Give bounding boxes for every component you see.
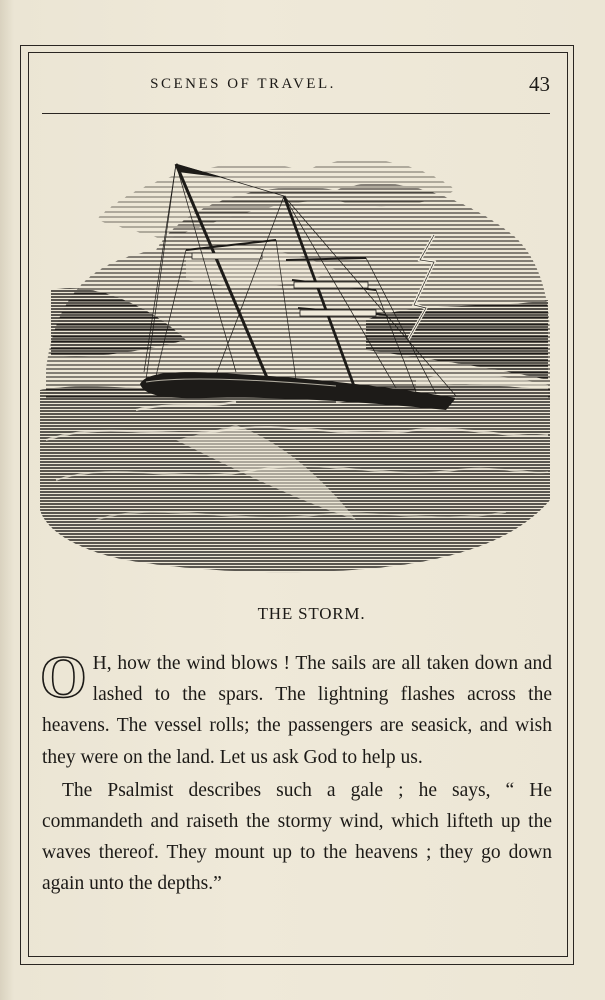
storm-ship-engraving [36,140,554,578]
header-rule [42,113,550,114]
running-head [28,72,568,102]
body-text [40,644,552,900]
paragraph-1 [40,644,552,773]
page-number: 43 [529,72,550,96]
illustration-caption: THE STORM. [257,604,366,623]
paragraph-2: The Psalmist describes such a gale ; he says, “ He commandeth and raiseth the stormy wind, which lifteth up the waves thereof. They mount up to the heavens ; they go down again unto the depths.” [42,779,552,895]
stormy-sea [40,381,550,572]
running-title: SCENES OF TRAVEL. [150,76,336,92]
drop-cap-initial: O [40,644,87,710]
paragraph-1-text: H, how the wind blows ! The sails are all taken down and lashed to the spars. The lightning flashes across the heavens. The vessel rolls; the passengers are seasick, and wish they were on the land. Let us ask God to help us. [42,653,552,768]
